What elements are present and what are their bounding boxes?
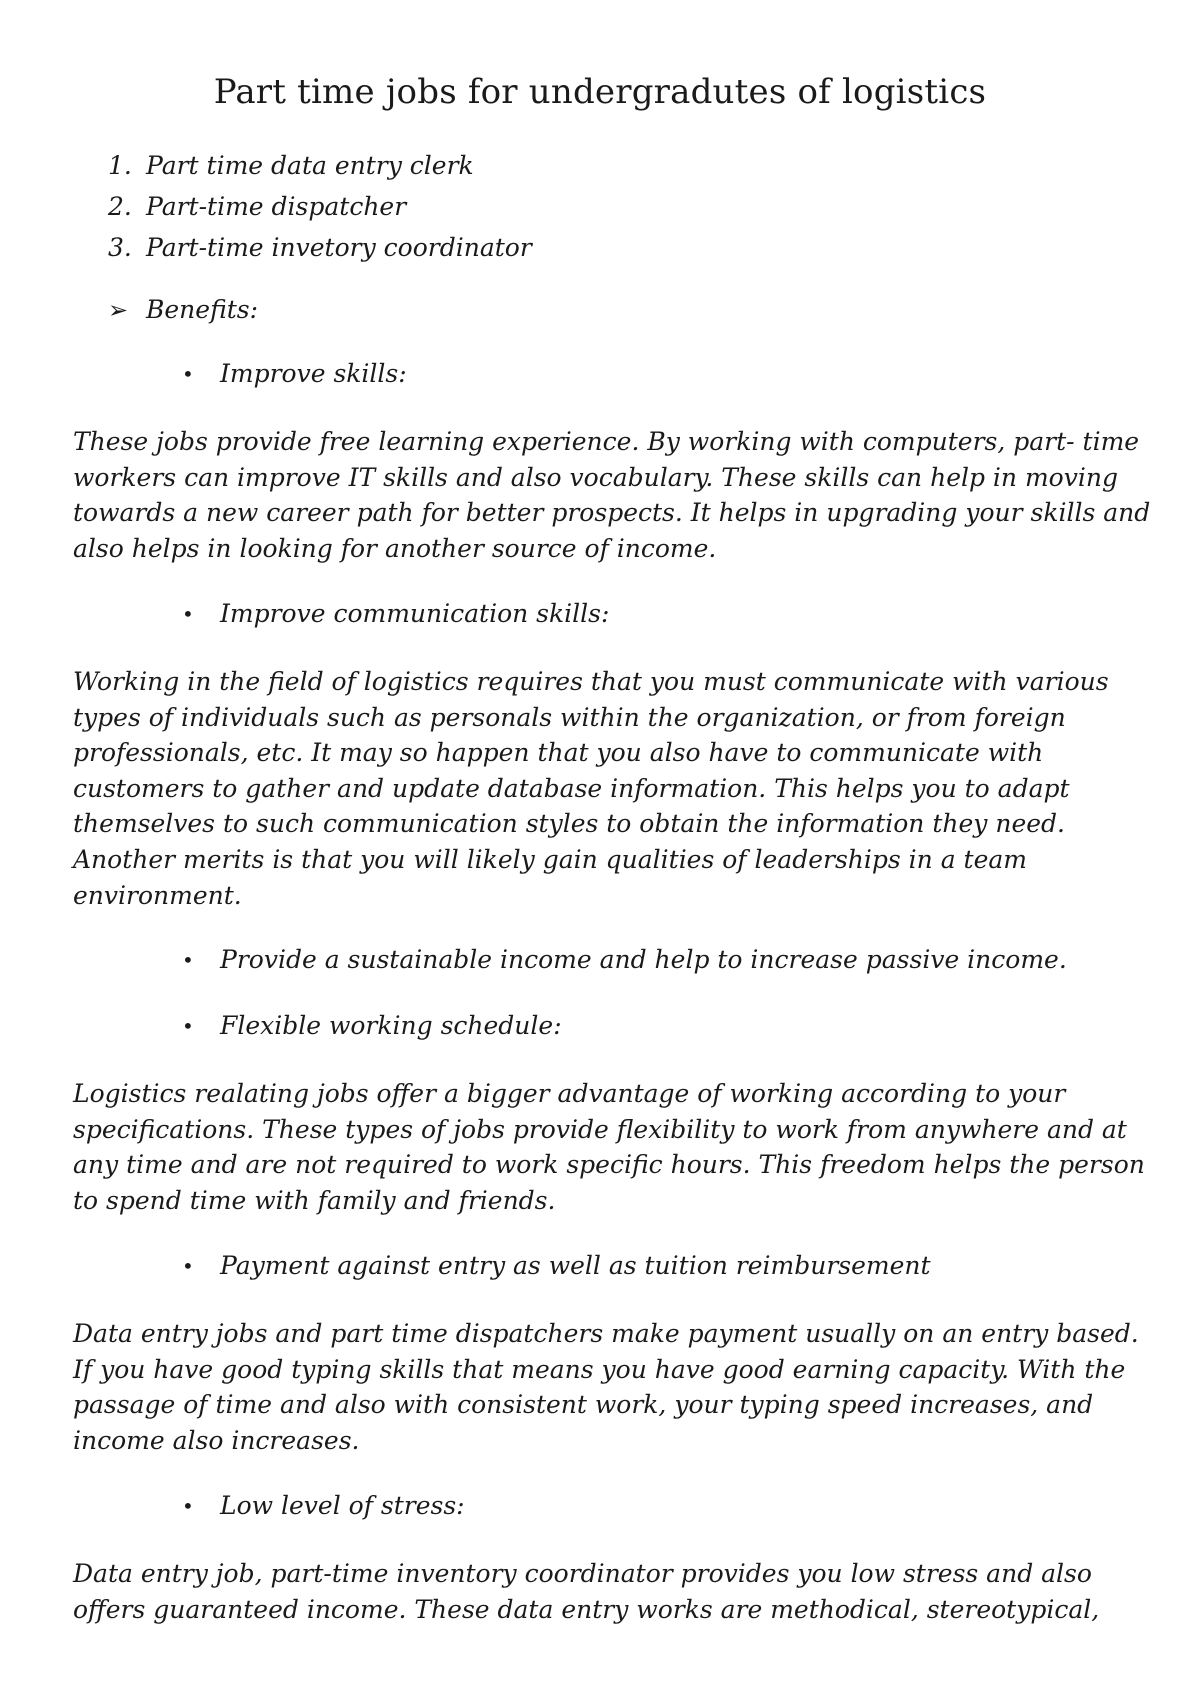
benefits-heading — [108, 290, 258, 330]
bullet-dot-icon: • — [182, 1494, 194, 1518]
paragraph-line: professionals, etc. It may so happen that you also have to communicate with — [73, 738, 1044, 768]
job-list — [108, 145, 532, 268]
paragraph-improve-skills — [73, 424, 1151, 566]
bullet-payment-against-entry — [182, 1246, 931, 1286]
paragraph-line: workers can improve IT skills and also vocabulary. These skills can help in moving — [73, 462, 1118, 492]
paragraph-flexible-schedule — [73, 1076, 1145, 1218]
document-title: Part time jobs for undergradutes of logistics — [213, 72, 987, 112]
paragraph-line: If you have good typing skills that means you have good earning capacity. With the — [73, 1354, 1126, 1384]
paragraph-line: specifications. These types of jobs provide flexibility to work from anywhere and at — [73, 1114, 1127, 1144]
paragraph-line: towards a new career path for better prospects. It helps in upgrading your skills and — [73, 498, 1151, 528]
paragraph-line: Data entry jobs and part time dispatchers make payment usually on an entry based. — [73, 1319, 1139, 1348]
job-list-item — [108, 186, 532, 227]
paragraph-line: Working in the field of logistics requires that you must communicate with various — [73, 667, 1109, 696]
job-title: Part-time dispatcher — [146, 192, 407, 221]
bullet-label: Provide a sustainable income and help to increase passive income. — [220, 945, 1067, 974]
bullet-low-stress — [182, 1486, 465, 1526]
paragraph-line: to spend time with family and friends. — [73, 1185, 556, 1215]
bullet-label: Payment against entry as well as tuition reimbursement — [220, 1251, 931, 1280]
list-number: 1. — [108, 151, 132, 180]
bullet-dot-icon: • — [182, 362, 194, 386]
paragraph-line: Data entry job, part-time inventory coordinator provides you low stress and also — [73, 1559, 1092, 1588]
bullet-dot-icon: • — [182, 1254, 194, 1278]
bullet-dot-icon: • — [182, 602, 194, 626]
paragraph-line: passage of time and also with consistent work, your typing speed increases, and — [73, 1390, 1094, 1420]
bullet-label: Low level of stress: — [220, 1491, 465, 1520]
paragraph-line: income also increases. — [73, 1425, 360, 1455]
job-title: Part-time invetory coordinator — [146, 233, 532, 262]
paragraph-payment-against-entry — [73, 1316, 1139, 1458]
paragraph-line: Logistics realating jobs offer a bigger advantage of working according to your — [73, 1079, 1066, 1108]
bullet-dot-icon: • — [182, 1014, 194, 1038]
bullet-dot-icon: • — [182, 948, 194, 972]
job-list-item — [108, 145, 532, 186]
paragraph-line: also helps in looking for another source of income. — [73, 533, 717, 563]
list-number: 3. — [108, 233, 132, 262]
job-title: Part time data entry clerk — [146, 151, 474, 180]
bullet-label: Improve communication skills: — [220, 599, 610, 628]
paragraph-low-stress — [73, 1556, 1133, 1627]
list-number: 2. — [108, 192, 132, 221]
paragraph-line: customers to gather and update database information. This helps you to adapt — [73, 773, 1070, 803]
paragraph-line: Another merits is that you will likely gain qualities of leaderships in a team — [73, 844, 1028, 874]
benefits-heading-text: Benefits: — [146, 295, 259, 324]
paragraph-line: environment. — [73, 880, 242, 910]
paragraph-line: offers guaranteed income. These data entry works are methodical, stereotypical, — [73, 1594, 1100, 1624]
paragraph-line: any time and are not required to work specific hours. This freedom helps the person — [73, 1150, 1145, 1180]
bullet-improve-skills — [182, 354, 407, 394]
bullet-improve-communication-skills — [182, 594, 609, 634]
paragraph-line: types of individuals such as personals within the organization, or from foreign — [73, 702, 1066, 732]
bullet-label: Flexible working schedule: — [220, 1011, 562, 1040]
job-list-item — [108, 227, 532, 268]
paragraph-communication-skills — [73, 664, 1133, 913]
bullet-label: Improve skills: — [220, 359, 407, 388]
bullet-flexible-schedule — [182, 1006, 562, 1046]
paragraph-line: themselves to such communication styles to obtain the information they need. — [73, 809, 1066, 839]
arrow-bullet-icon: ➢ — [108, 296, 129, 324]
bullet-sustainable-income — [182, 940, 1067, 980]
paragraph-line: These jobs provide free learning experience. By working with computers, part- time — [73, 427, 1140, 456]
